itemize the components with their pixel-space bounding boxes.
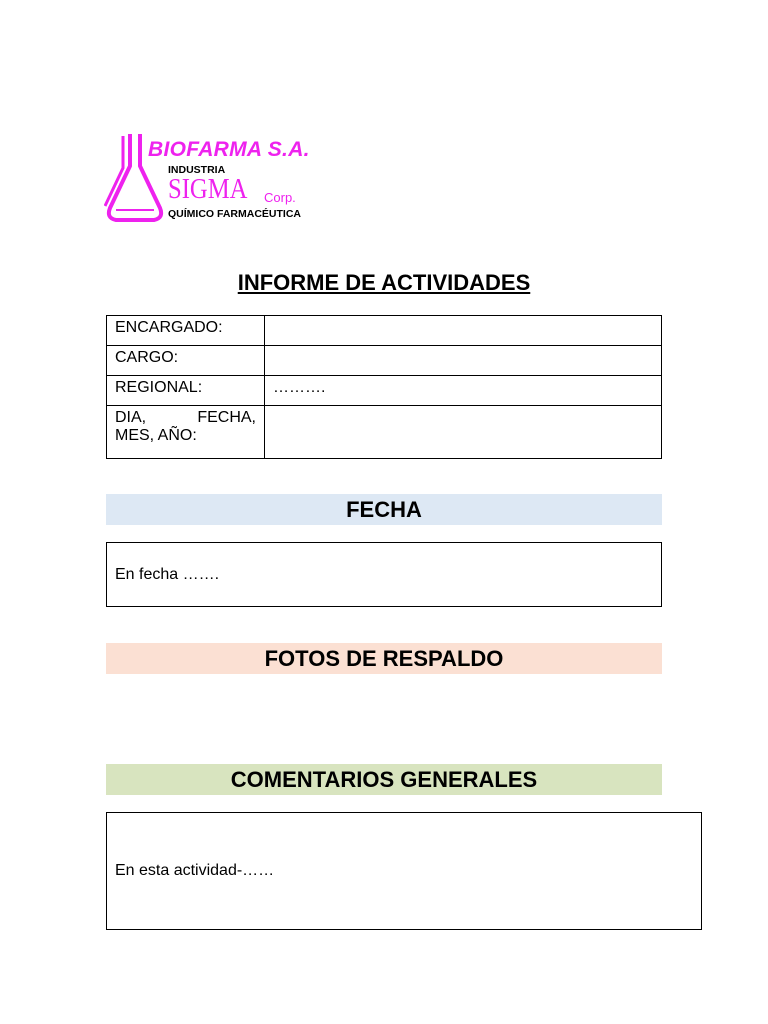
company-logo — [104, 132, 334, 224]
cargo-field[interactable] — [265, 346, 662, 376]
comentarios-heading: COMENTARIOS GENERALES — [106, 764, 662, 795]
encargado-label: ENCARGADO: — [107, 316, 265, 346]
logo-corp: Corp. — [264, 190, 296, 205]
date-label — [107, 406, 265, 459]
date-field[interactable] — [265, 406, 662, 459]
table-row-regional — [107, 376, 662, 406]
comentarios-box[interactable] — [106, 812, 702, 930]
fecha-heading: FECHA — [106, 494, 662, 525]
date-label-line-1 — [115, 409, 256, 427]
table-row-encargado — [107, 316, 662, 346]
encargado-field[interactable] — [265, 316, 662, 346]
date-label-dia: DIA, — [115, 409, 147, 426]
regional-field[interactable]: ………. — [265, 376, 662, 406]
info-table — [106, 315, 662, 459]
table-row-cargo — [107, 346, 662, 376]
fecha-text: En fecha ……. — [115, 565, 220, 583]
logo-tagline: QUÍMICO FARMACÉUTICA — [168, 208, 301, 220]
cargo-label: CARGO: — [107, 346, 265, 376]
fotos-heading: FOTOS DE RESPALDO — [106, 643, 662, 674]
logo-industria: INDUSTRIA — [168, 164, 226, 176]
logo-company-name: BIOFARMA S.A. — [148, 138, 310, 161]
comentarios-text: En esta actividad-…… — [115, 862, 275, 879]
date-label-line-2: MES, AÑO: — [115, 427, 197, 444]
table-row-date — [107, 406, 662, 459]
fecha-box[interactable] — [106, 542, 662, 607]
logo-sigma: SIGMA — [168, 174, 248, 205]
regional-label: REGIONAL: — [107, 376, 265, 406]
date-label-fecha: FECHA, — [197, 409, 256, 426]
page-title: INFORME DE ACTIVIDADES — [237, 270, 531, 295]
